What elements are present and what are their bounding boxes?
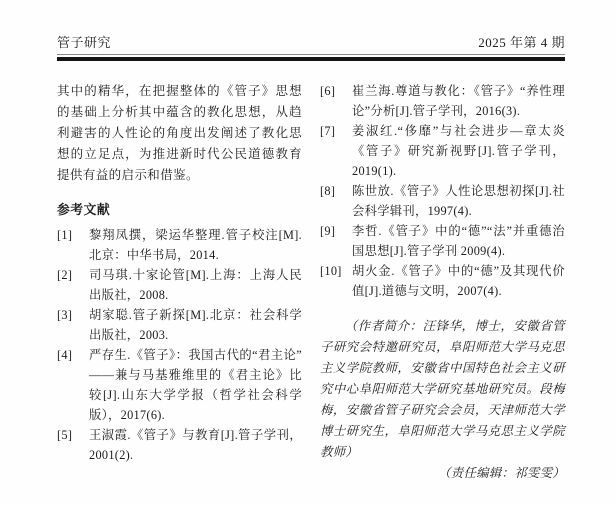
reference-item (57, 265, 302, 305)
reference-item (320, 121, 565, 181)
reference-item (320, 261, 565, 301)
reference-text: 胡火金.《管子》中的“德”及其现代价值[J].道德与文明，2007(4). (352, 263, 565, 298)
reference-label: [8] (320, 183, 336, 198)
reference-text: 陈世放.《管子》人性论思想初探[J].社会科学辑刊，1997(4). (352, 183, 565, 218)
header-rule (57, 57, 565, 61)
reference-text: 黎翔凤撰，梁运华整理.管子校注[M].北京：中华书局，2014. (89, 227, 302, 262)
left-column (57, 81, 302, 484)
reference-label: [2] (57, 267, 73, 282)
author-bio: （作者简介：汪锋华，博士，安徽省管子研究会特邀研究员，阜阳师范大学马克思主义学院教师，安徽省中国特色社会主义研究中心阜阳师范大学研究基地研究员。段梅梅，安徽省管子研究会会员，天津师范大学博士研究生，阜阳师范大学马克思主义学院教师） (320, 318, 565, 459)
editor-note: （责任编辑：祁雯雯） (438, 465, 565, 480)
reference-item (320, 181, 565, 221)
references-heading: 参考文献 (57, 202, 111, 217)
reference-text: 司马琪.十家论管[M].上海：上海人民出版社，2008. (89, 267, 302, 302)
reference-text: 崔兰海.尊道与教化：《管子》“养性理论”分析[J].管子学刊，2016(3). (352, 83, 565, 118)
page-header (57, 32, 565, 55)
reference-text: 胡家聪.管子新探[M].北京：社会科学出版社，2003. (89, 307, 302, 342)
reference-label: [7] (320, 123, 336, 138)
reference-item (320, 81, 565, 121)
reference-label: [1] (57, 227, 73, 242)
page-content (57, 81, 565, 484)
right-column (320, 81, 565, 484)
reference-item (57, 305, 302, 345)
reference-text: 王淑霞.《管子》与教育[J].管子学刊，2001(2). (89, 427, 302, 462)
issue-label: 2025 年第 4 期 (478, 35, 565, 50)
reference-label: [10] (320, 263, 342, 278)
reference-item (57, 345, 302, 425)
reference-label: [4] (57, 347, 73, 362)
reference-text: 姜淑红.“侈靡”与社会进步—章太炎《管子》研究新视野[J].管子学刊，2019(1). (352, 123, 565, 178)
journal-title: 管子研究 (57, 35, 112, 50)
reference-label: [5] (57, 427, 73, 442)
reference-item (320, 221, 565, 261)
reference-text: 严存生.《管子》：我国古代的“君主论”——兼与马基雅维里的《君主论》比较[J].山东大学学报（哲学社会科学版），2017(6). (89, 347, 302, 422)
reference-label: [3] (57, 307, 73, 322)
reference-label: [9] (320, 223, 336, 238)
reference-label: [6] (320, 83, 336, 98)
reference-item (57, 425, 302, 465)
intro-paragraph: 其中的精华，在把握整体的《管子》思想的基础上分析其中蕴含的教化思想，从趋利避害的人性论的角度出发阐述了教化思想的立足点，为推进新时代公民道德教育提供有益的启示和借鉴。 (57, 83, 302, 182)
reference-text: 李哲.《管子》中的“德”“法”并重德治国思想[J].管子学刊 2009(4). (352, 223, 565, 258)
reference-item (57, 225, 302, 265)
